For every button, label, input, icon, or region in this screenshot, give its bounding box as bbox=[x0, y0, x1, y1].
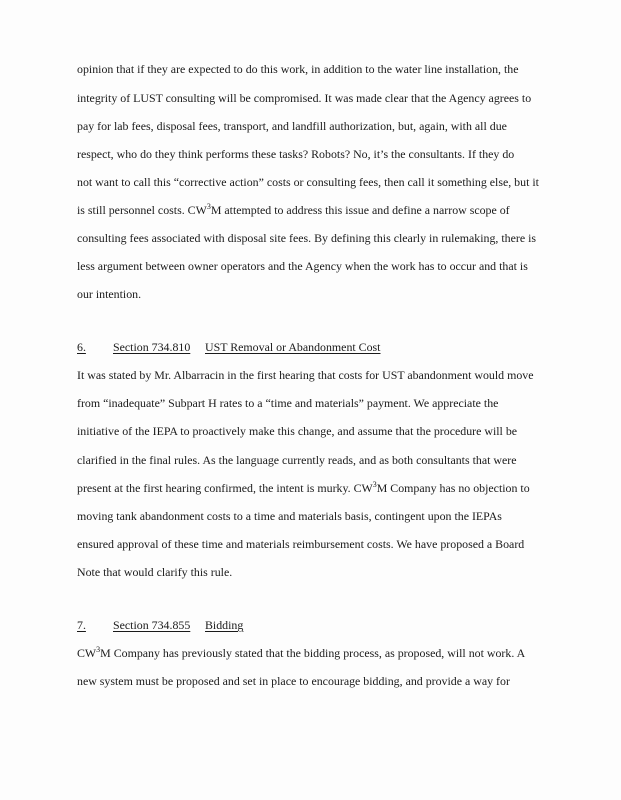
section-title: Bidding bbox=[205, 618, 244, 632]
text-run: M Company has previously stated that the bidding process, as proposed, will not work. A bbox=[100, 646, 526, 660]
section-title: UST Removal or Abandonment Cost bbox=[205, 340, 381, 354]
paragraph-line: moving tank abandonment costs to a time and materials basis, contingent upon the IEPAs bbox=[77, 509, 502, 523]
paragraph-line: It was stated by Mr. Albarracin in the first hearing that costs for UST abandonment would move bbox=[77, 368, 534, 382]
superscript: 3 bbox=[96, 645, 101, 654]
paragraph-line bbox=[77, 203, 510, 217]
paragraph-line bbox=[77, 481, 530, 495]
paragraph-line: initiative of the IEPA to proactively make this change, and assume that the procedure will be bbox=[77, 424, 518, 438]
text-run: CW bbox=[77, 646, 97, 660]
paragraph-line: our intention. bbox=[77, 287, 142, 301]
text-run: M Company has no objection to bbox=[376, 481, 530, 495]
paragraph-line bbox=[77, 646, 525, 660]
paragraph-line: opinion that if they are expected to do this work, in addition to the water line installation, the bbox=[77, 62, 519, 76]
paragraph-line: new system must be proposed and set in place to encourage bidding, and provide a way for bbox=[77, 674, 510, 688]
section-reference: Section 734.810 bbox=[113, 340, 191, 354]
superscript: 3 bbox=[372, 480, 377, 489]
text-run: is still personnel costs. CW bbox=[77, 203, 207, 217]
section-number: 6. bbox=[77, 340, 86, 354]
section-heading-6 bbox=[77, 340, 381, 354]
paragraph-line: integrity of LUST consulting will be compromised. It was made clear that the Agency agrees to bbox=[77, 91, 532, 105]
paragraph-line: clarified in the final rules. As the language currently reads, and as both consultants that were bbox=[77, 453, 517, 467]
superscript: 3 bbox=[206, 202, 211, 211]
paragraph-line: less argument between owner operators and the Agency when the work has to occur and that is bbox=[77, 259, 528, 273]
paragraph-line: pay for lab fees, disposal fees, transport, and landfill authorization, but, again, with all due bbox=[77, 119, 507, 133]
paragraph-line: consulting fees associated with disposal site fees. By defining this clearly in rulemaking, there is bbox=[77, 231, 537, 245]
paragraph-line: respect, who do they think performs these tasks? Robots? No, it’s the consultants. If they do bbox=[77, 147, 515, 161]
paragraph-line: ensured approval of these time and materials reimbursement costs. We have proposed a Board bbox=[77, 537, 525, 551]
section-heading-7 bbox=[77, 618, 243, 632]
section-number: 7. bbox=[77, 618, 86, 632]
section-reference: Section 734.855 bbox=[113, 618, 191, 632]
text-run: present at the first hearing confirmed, the intent is murky. CW bbox=[77, 481, 373, 495]
text-run: M attempted to address this issue and define a narrow scope of bbox=[210, 203, 510, 217]
paragraph-line: from “inadequate” Subpart H rates to a “time and materials” payment. We appreciate the bbox=[77, 396, 499, 410]
paragraph-line: not want to call this “corrective action” costs or consulting fees, then call it something else, but it bbox=[77, 175, 539, 189]
paragraph-line: Note that would clarify this rule. bbox=[77, 565, 233, 579]
